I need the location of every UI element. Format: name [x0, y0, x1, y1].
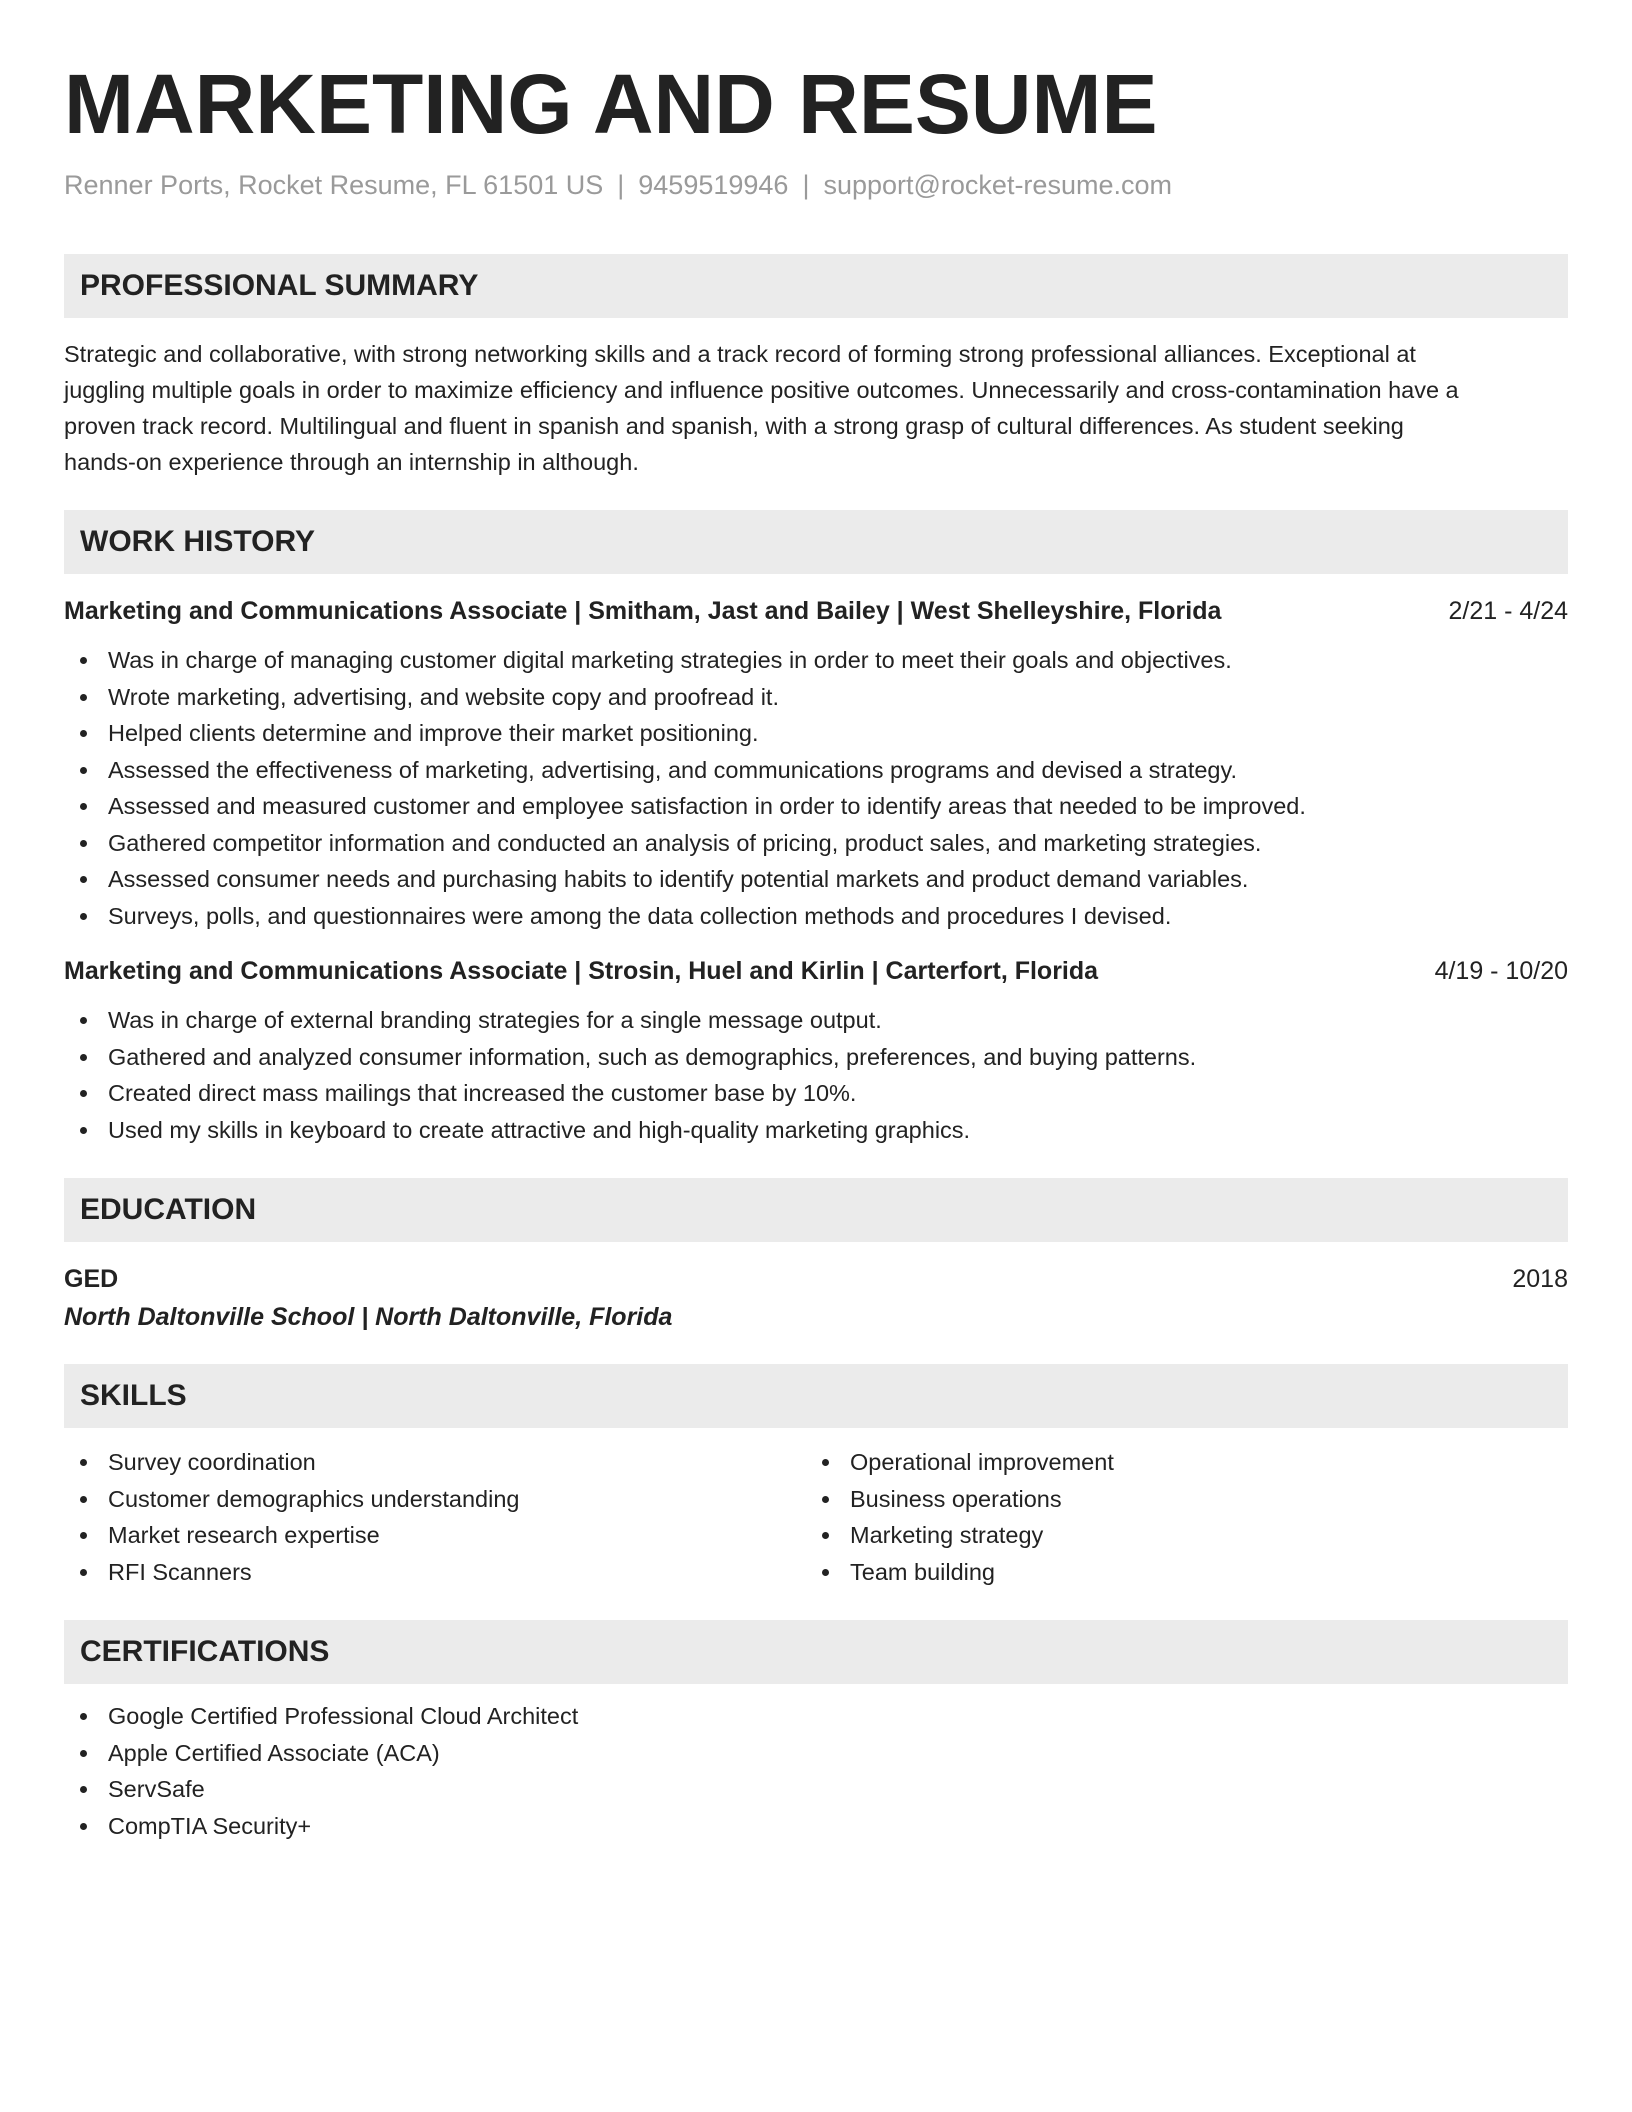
- skill-item: Team building: [806, 1554, 1548, 1591]
- job-header: [64, 954, 1568, 988]
- job-title: Marketing and Communications Associate | Smitham, Jast and Bailey | West Shelleyshire, Florida: [64, 597, 1222, 625]
- contact-line: [64, 168, 1568, 202]
- skill-item: Survey coordination: [64, 1444, 806, 1481]
- job-bullet: Created direct mass mailings that increased the customer base by 10%.: [64, 1075, 1568, 1112]
- education-year: 2018: [1512, 1265, 1568, 1293]
- certification-item: ServSafe: [64, 1771, 1568, 1808]
- job-bullet: Wrote marketing, advertising, and website copy and proofread it.: [64, 679, 1568, 716]
- contact-phone: 9459519946: [638, 170, 789, 200]
- skills-grid: [64, 1444, 1568, 1590]
- summary-line: juggling multiple goals in order to maximize efficiency and influence positive outcomes. Unnecessarily and cross-contamination have a: [64, 377, 1459, 403]
- job-bullet: Was in charge of external branding strategies for a single message output.: [64, 1002, 1568, 1039]
- contact-separator: |: [802, 170, 810, 200]
- job-bullet: Assessed the effectiveness of marketing, advertising, and communications programs and devised a strategy.: [64, 752, 1568, 789]
- skill-item: Market research expertise: [64, 1517, 806, 1554]
- job-bullet: Gathered competitor information and conducted an analysis of pricing, product sales, and marketing strategies.: [64, 825, 1568, 862]
- skill-item: Customer demographics understanding: [64, 1481, 806, 1518]
- section-heading-education: EDUCATION: [64, 1178, 1568, 1242]
- education-school: North Daltonville School | North Daltonville, Florida: [64, 1303, 673, 1331]
- skill-item: Marketing strategy: [806, 1517, 1548, 1554]
- job-bullets: [64, 1002, 1568, 1148]
- education-entry: [64, 1262, 1568, 1296]
- contact-address: Renner Ports, Rocket Resume, FL 61501 US: [64, 170, 604, 200]
- summary-line: hands-on experience through an internship in although.: [64, 449, 639, 475]
- certifications-list: [64, 1698, 1568, 1844]
- contact-separator: |: [617, 170, 625, 200]
- skills-column-right: [806, 1444, 1548, 1590]
- job-entry: [64, 954, 1568, 1148]
- job-title: Marketing and Communications Associate | Strosin, Huel and Kirlin | Carterfort, Florida: [64, 957, 1099, 985]
- skill-item: RFI Scanners: [64, 1554, 806, 1591]
- resume-page: [64, 0, 1568, 1844]
- job-bullet: Assessed and measured customer and employee satisfaction in order to identify areas that needed to be improved.: [64, 788, 1568, 825]
- job-bullet: Gathered and analyzed consumer information, such as demographics, preferences, and buying patterns.: [64, 1039, 1568, 1076]
- skill-item: Operational improvement: [806, 1444, 1548, 1481]
- job-bullet: Was in charge of managing customer digital marketing strategies in order to meet their goals and objectives.: [64, 642, 1568, 679]
- job-bullet: Surveys, polls, and questionnaires were among the data collection methods and procedures I devised.: [64, 898, 1568, 935]
- resume-name: MARKETING AND RESUME: [64, 57, 1158, 151]
- section-heading-certifications: CERTIFICATIONS: [64, 1620, 1568, 1684]
- summary-text: [64, 336, 1568, 480]
- contact-email: support@rocket-resume.com: [823, 170, 1172, 200]
- certification-item: Google Certified Professional Cloud Architect: [64, 1698, 1568, 1735]
- job-bullet: Assessed consumer needs and purchasing habits to identify potential markets and product demand variables.: [64, 861, 1568, 898]
- summary-line: proven track record. Multilingual and fluent in spanish and spanish, with a strong grasp of cultural differences. As student seeking: [64, 413, 1404, 439]
- job-bullets: [64, 642, 1568, 934]
- job-dates: 4/19 - 10/20: [1434, 957, 1568, 985]
- certification-item: CompTIA Security+: [64, 1808, 1568, 1845]
- skill-item: Business operations: [806, 1481, 1548, 1518]
- section-heading-skills: SKILLS: [64, 1364, 1568, 1428]
- job-dates: 2/21 - 4/24: [1448, 597, 1568, 625]
- section-heading-summary: PROFESSIONAL SUMMARY: [64, 254, 1568, 318]
- section-heading-work-history: WORK HISTORY: [64, 510, 1568, 574]
- skills-column-left: [64, 1444, 806, 1590]
- job-entry: [64, 594, 1568, 934]
- education-degree: GED: [64, 1265, 119, 1293]
- job-bullet: Used my skills in keyboard to create attractive and high-quality marketing graphics.: [64, 1112, 1568, 1149]
- summary-line: Strategic and collaborative, with strong networking skills and a track record of forming strong professional alliances. Exceptional at: [64, 341, 1416, 367]
- job-bullet: Helped clients determine and improve their market positioning.: [64, 715, 1568, 752]
- certification-item: Apple Certified Associate (ACA): [64, 1735, 1568, 1772]
- job-header: [64, 594, 1568, 628]
